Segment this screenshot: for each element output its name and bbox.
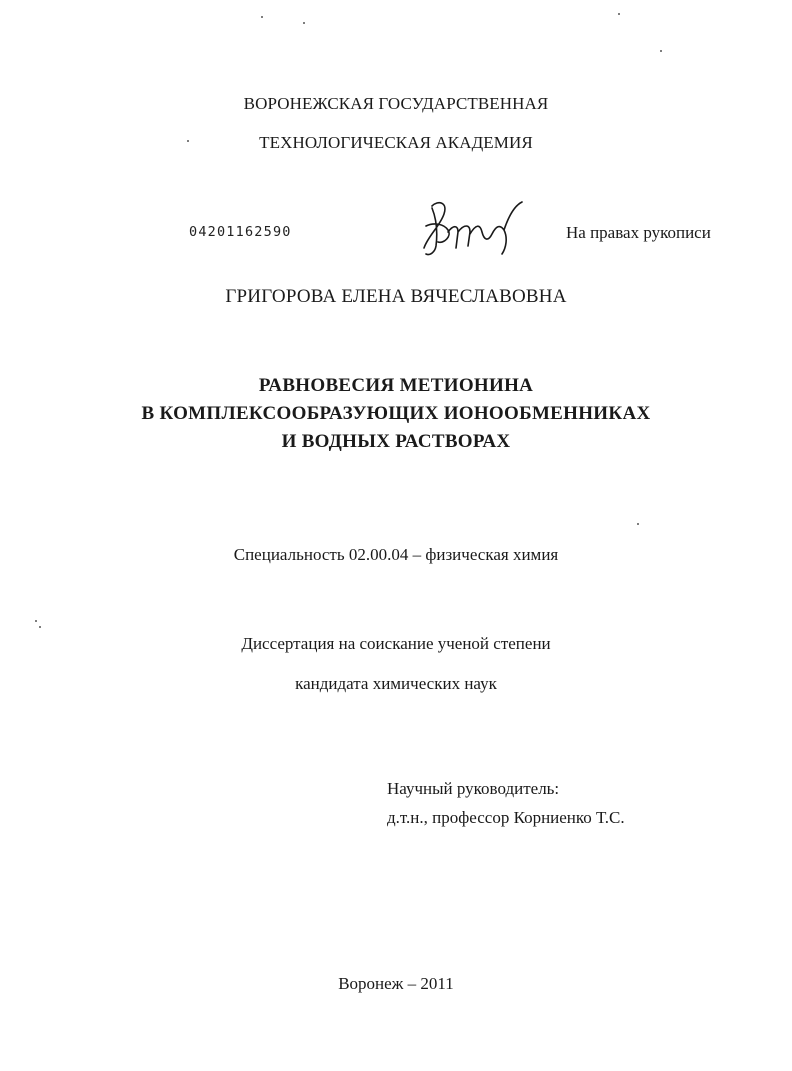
scan-speck <box>637 523 639 525</box>
degree-line-1: Диссертация на соискание ученой степени <box>241 634 551 653</box>
institution-line-2: ТЕХНОЛОГИЧЕСКАЯ АКАДЕМИЯ <box>259 133 533 152</box>
title-line-2: В КОМПЛЕКСООБРАЗУЮЩИХ ИОНООБМЕННИКАХ <box>141 403 651 424</box>
institution-line-1: ВОРОНЕЖСКАЯ ГОСУДАРСТВЕННАЯ <box>243 94 549 113</box>
rights-note: На правах рукописи <box>566 223 711 242</box>
specialty: Специальность 02.00.04 – физическая химия <box>233 545 559 564</box>
city-year: Воронеж – 2011 <box>338 974 454 993</box>
signature-image <box>418 196 530 262</box>
title-line-3: И ВОДНЫХ РАСТВОРАХ <box>281 431 511 452</box>
scan-speck <box>618 13 620 15</box>
supervisor-name: д.т.н., профессор Корниенко Т.С. <box>387 808 625 827</box>
registration-number: 04201162590 <box>189 224 292 240</box>
scan-speck <box>39 626 41 628</box>
title-line-1: РАВНОВЕСИЯ МЕТИОНИНА <box>258 375 534 396</box>
scan-speck <box>261 16 263 18</box>
author-name: ГРИГОРОВА ЕЛЕНА ВЯЧЕСЛАВОВНА <box>225 286 567 307</box>
supervisor-label: Научный руководитель: <box>387 779 560 798</box>
scan-speck <box>303 22 305 24</box>
scan-speck <box>660 50 662 52</box>
scan-speck <box>35 620 37 622</box>
degree-line-2: кандидата химических наук <box>295 674 497 693</box>
